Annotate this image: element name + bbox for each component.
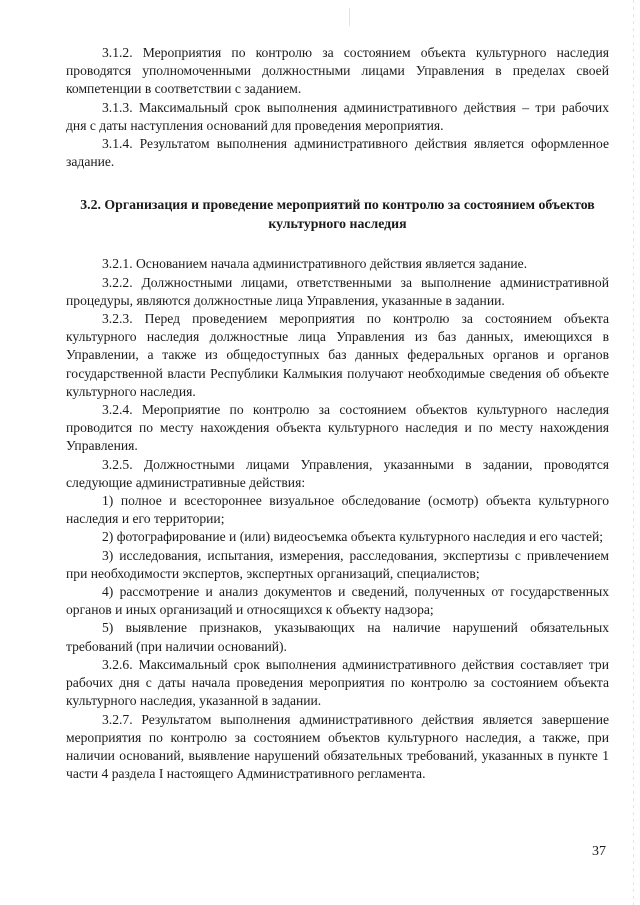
- paragraph-3-2-1: 3.2.1. Основанием начала административного действия является задание.: [102, 256, 528, 272]
- document-page: [66, 44, 609, 783]
- page-number: 37: [592, 844, 606, 859]
- list-item-1: 1) полное и всестороннее визуальное обследование (осмотр) объекта культурного наследия и его территории;: [66, 493, 609, 527]
- section-heading: 3.2. Организация и проведение мероприятий по контролю за состоянием объектов культурного наследия: [80, 197, 595, 232]
- scan-edge: [633, 0, 634, 905]
- list-item-2: 2) фотографирование и (или) видеосъемка объекта культурного наследия и его частей;: [102, 529, 604, 545]
- list-item-4: 4) рассмотрение и анализ документов и сведений, полученных от государственных органов и иных организаций и относящихся к объекту надзора;: [66, 584, 609, 618]
- paragraph-3-2-3: 3.2.3. Перед проведением мероприятия по контролю за состоянием объекта культурного наследия должностные лица Управления из баз данных, имеющихся в Управлении, а также из общедоступных баз данных федеральных органов и органов государственной власти Республики Калмыкия получают необходимые сведения об объекте культурного наследия.: [66, 311, 609, 399]
- paragraph-3-2-6: 3.2.6. Максимальный срок выполнения административного действия составляет три рабочих дня с даты начала проведения мероприятия по контролю за состоянием объекта культурного наследия, указанной в задании.: [66, 656, 609, 709]
- paragraph-3-1-4: 3.1.4. Результатом выполнения административного действия является оформленное задание.: [66, 136, 609, 170]
- paragraph-3-2-7: 3.2.7. Результатом выполнения административного действия является завершение мероприятия по контролю за состоянием объектов культурного наследия, а также, при наличии оснований, выявление нарушений обязательных требований, указанных в пункте 1 части 4 раздела I настоящего Административного регламента.: [66, 711, 609, 782]
- scan-artifact: [349, 8, 350, 26]
- paragraph-3-2-4: 3.2.4. Мероприятие по контролю за состоянием объектов культурного наследия проводится по месту нахождения объекта культурного наследия и по месту нахождения Управления.: [66, 402, 609, 454]
- list-item-5: 5) выявление признаков, указывающих на наличие нарушений обязательных требований (при наличии оснований).: [66, 620, 609, 654]
- paragraph-3-1-2: 3.1.2. Мероприятия по контролю за состоянием объекта культурного наследия проводятся уполномоченными должностными лицами Управления в пределах своей компетенции в соответствии с заданием.: [66, 45, 609, 97]
- paragraph-3-2-5: 3.2.5. Должностными лицами Управления, указанными в задании, проводятся следующие административные действия:: [66, 456, 609, 490]
- paragraph-3-2-2: 3.2.2. Должностными лицами, ответственными за выполнение административной процедуры, являются должностные лица Управления, указанные в задании.: [66, 274, 609, 308]
- paragraph-3-1-3: 3.1.3. Максимальный срок выполнения административного действия – три рабочих дня с даты наступления оснований для проведения мероприятия.: [66, 99, 609, 133]
- list-item-3: 3) исследования, испытания, измерения, расследования, экспертизы с привлечением при необходимости экспертов, экспертных организаций, специалистов;: [66, 547, 609, 581]
